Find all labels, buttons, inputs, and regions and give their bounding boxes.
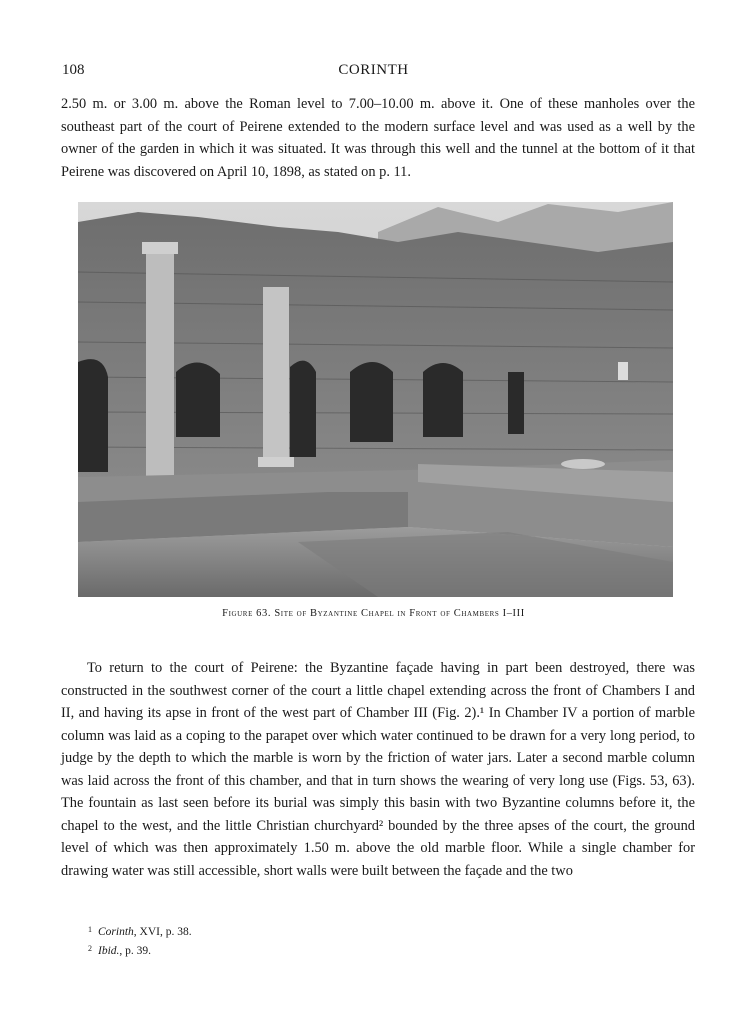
footnote-2 (88, 941, 151, 959)
paragraph-continued: 2.50 m. or 3.00 m. above the Roman level to 7.00–10.00 m. above it. One of these manholes over the southeast part of the court of Peirene extended to the modern surface level and was used as a well by the owner of the garden in which it was situated. It was through this well and the tunnel at the bottom of it that Peirene was discovered on April 10, 1898, as stated on p. 11. (61, 96, 695, 180)
footnote-mark: 2 (88, 944, 92, 953)
figure-photograph (78, 202, 673, 597)
footnote-ref: Ibid. (98, 945, 120, 957)
running-head: CORINTH (338, 62, 409, 78)
paragraph-main: To return to the court of Peirene: the Byzantine façade having in part been destroyed, there was constructed in the southwest corner of the court a little chapel extending across the front of Chambers I and II, and having its apse in front of the west part of Chamber III (Fig. 2).¹ In Chamber IV a portion of marble column was laid as a coping to the parapet over which water continued to be drawn for a very long period, to judge by the depth to which the marble is worn by the friction of water jars. Later a second marble column was laid across the front of this chamber, and that in turn shows the wearing of very long use (Figs. 53, 63). The fountain as last seen before its burial was simply this basin with two Byzantine columns before it, the chapel to the west, and the little Christian churchyard² bounded by the three apses of the court, the ground level of which was then approximately 1.50 m. above the old marble floor. While a single chamber for drawing water was still accessible, short walls were built between the façade and the two (61, 660, 695, 879)
footnote-mark: 1 (88, 925, 92, 934)
footnote-text: , p. 39. (119, 945, 152, 957)
footnote-ref: Corinth (98, 926, 134, 938)
figure-caption: Figure 63. Site of Byzantine Chapel in Front of Chambers I–III (222, 608, 525, 619)
footnote-text: , XVI, p. 38. (133, 926, 192, 938)
ruins-photo (78, 202, 673, 597)
page-number: 108 (62, 62, 85, 78)
footnote-1 (88, 922, 192, 940)
page-header (0, 62, 747, 84)
